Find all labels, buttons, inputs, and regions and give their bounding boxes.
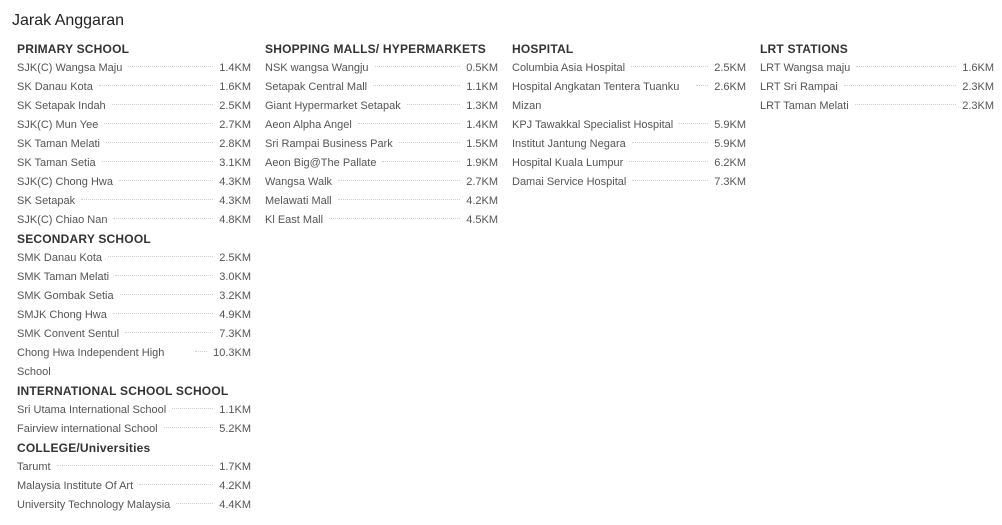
place-name: Hospital Angkatan Tentera Tuanku Mizan xyxy=(512,81,680,112)
distance-value: 4.2KM xyxy=(466,195,498,207)
place-name: Institut Jantung Negara xyxy=(512,138,626,150)
distance-value: 2.5KM xyxy=(219,100,251,112)
list-item xyxy=(512,173,746,192)
list-item xyxy=(760,97,994,116)
dotted-leader xyxy=(382,161,460,162)
place-name: SK Taman Melati xyxy=(17,138,100,150)
list-item xyxy=(760,78,994,97)
distance-section xyxy=(265,40,498,230)
place-name: Melawati Mall xyxy=(265,195,332,207)
place-name: SK Taman Setia xyxy=(17,157,96,169)
list-item xyxy=(512,78,746,116)
dotted-leader xyxy=(106,142,213,143)
place-name: Malaysia Institute Of Art xyxy=(17,480,134,492)
place-name: University Technology Malaysia xyxy=(17,499,171,511)
column-hospitals xyxy=(512,40,746,192)
place-name: Sri Rampai Business Park xyxy=(265,138,393,150)
distance-value: 5.9KM xyxy=(714,138,746,150)
dotted-leader xyxy=(696,85,708,86)
place-name: SJK(C) Wangsa Maju xyxy=(17,62,123,74)
list-item xyxy=(17,477,251,496)
place-name: Giant Hypermarket Setapak xyxy=(265,100,401,112)
dotted-leader xyxy=(338,180,460,181)
place-name: Columbia Asia Hospital xyxy=(512,62,626,74)
place-name: SJK(C) Chong Hwa xyxy=(17,176,113,188)
distance-section xyxy=(17,439,251,515)
dotted-leader xyxy=(856,66,956,67)
list-item xyxy=(17,97,251,116)
list-item xyxy=(17,192,251,211)
dotted-leader xyxy=(104,123,213,124)
distance-value: 2.8KM xyxy=(219,138,251,150)
list-item xyxy=(17,344,251,382)
dotted-leader xyxy=(373,85,460,86)
dotted-leader xyxy=(119,180,213,181)
dotted-leader xyxy=(139,484,213,485)
list-item xyxy=(17,458,251,477)
distance-value: 2.3KM xyxy=(962,100,994,112)
place-name: LRT Wangsa maju xyxy=(760,62,851,74)
place-name: SJK(C) Chiao Nan xyxy=(17,214,108,226)
dotted-leader xyxy=(113,218,213,219)
place-name: KPJ Tawakkal Specialist Hospital xyxy=(512,119,674,131)
distance-value: 5.9KM xyxy=(714,119,746,131)
page-title: Jarak Anggaran xyxy=(12,12,125,29)
section-title: SECONDARY SCHOOL xyxy=(17,232,151,246)
distance-value: 10.3KM xyxy=(213,347,251,359)
place-name: Damai Service Hospital xyxy=(512,176,627,188)
distance-value: 1.6KM xyxy=(962,62,994,74)
dotted-leader xyxy=(125,332,213,333)
distance-value: 1.1KM xyxy=(219,404,251,416)
place-name: SMJK Chong Hwa xyxy=(17,309,107,321)
dotted-leader xyxy=(172,408,213,409)
dotted-leader xyxy=(329,218,460,219)
place-name: SK Danau Kota xyxy=(17,81,93,93)
list-item xyxy=(17,287,251,306)
list-item xyxy=(265,192,498,211)
place-name: Aeon Alpha Angel xyxy=(265,119,352,131)
dotted-leader xyxy=(407,104,460,105)
distance-value: 5.2KM xyxy=(219,423,251,435)
place-name: NSK wangsa Wangju xyxy=(265,62,369,74)
section-title: COLLEGE/Universities xyxy=(17,441,151,455)
dotted-leader xyxy=(855,104,957,105)
dotted-leader xyxy=(112,104,214,105)
place-name: SMK Gombak Setia xyxy=(17,290,114,302)
distance-value: 4.3KM xyxy=(219,195,251,207)
dotted-leader xyxy=(679,123,708,124)
list-item xyxy=(512,154,746,173)
distance-section xyxy=(760,40,994,116)
distance-section xyxy=(17,382,251,439)
list-item xyxy=(512,116,746,135)
distance-value: 2.5KM xyxy=(219,252,251,264)
distance-value: 4.9KM xyxy=(219,309,251,321)
place-name: Wangsa Walk xyxy=(265,176,333,188)
place-name: Fairview international School xyxy=(17,423,158,435)
place-name: Hospital Kuala Lumpur xyxy=(512,157,624,169)
distance-value: 4.2KM xyxy=(219,480,251,492)
list-item xyxy=(17,496,251,515)
distance-value: 2.3KM xyxy=(962,81,994,93)
dotted-leader xyxy=(631,66,708,67)
list-item xyxy=(265,211,498,230)
section-title: LRT STATIONS xyxy=(760,42,848,56)
distance-value: 1.7KM xyxy=(219,461,251,473)
dotted-leader xyxy=(102,161,214,162)
distance-value: 3.1KM xyxy=(219,157,251,169)
distance-value: 4.5KM xyxy=(466,214,498,226)
dotted-leader xyxy=(632,180,708,181)
distance-value: 7.3KM xyxy=(219,328,251,340)
dotted-leader xyxy=(375,66,461,67)
dotted-leader xyxy=(195,351,207,352)
distance-value: 1.6KM xyxy=(219,81,251,93)
distance-value: 4.4KM xyxy=(219,499,251,511)
section-title: SHOPPING MALLS/ HYPERMARKETS xyxy=(265,42,486,56)
place-name: Tarumt xyxy=(17,461,51,473)
dotted-leader xyxy=(629,161,708,162)
dotted-leader xyxy=(57,465,214,466)
distance-value: 2.6KM xyxy=(714,81,746,93)
list-item xyxy=(17,211,251,230)
place-name: Chong Hwa Independent High School xyxy=(17,347,165,378)
list-item xyxy=(17,154,251,173)
list-item xyxy=(512,135,746,154)
dotted-leader xyxy=(164,427,214,428)
section-title: INTERNATIONAL SCHOOL SCHOOL xyxy=(17,384,229,398)
dotted-leader xyxy=(81,199,213,200)
list-item xyxy=(17,249,251,268)
distance-value: 2.5KM xyxy=(714,62,746,74)
dotted-leader xyxy=(128,66,213,67)
dotted-leader xyxy=(99,85,213,86)
column-shopping xyxy=(265,40,498,230)
dotted-leader xyxy=(115,275,213,276)
column-schools xyxy=(17,40,251,515)
distance-value: 1.4KM xyxy=(466,119,498,131)
dotted-leader xyxy=(120,294,214,295)
dotted-leader xyxy=(632,142,708,143)
list-item xyxy=(17,173,251,192)
place-name: SK Setapak Indah xyxy=(17,100,106,112)
dotted-leader xyxy=(844,85,956,86)
list-item xyxy=(17,268,251,287)
list-item xyxy=(265,135,498,154)
list-item xyxy=(265,59,498,78)
distance-value: 2.7KM xyxy=(219,119,251,131)
dotted-leader xyxy=(113,313,213,314)
distance-section xyxy=(17,40,251,230)
distance-value: 1.4KM xyxy=(219,62,251,74)
distance-value: 6.2KM xyxy=(714,157,746,169)
dotted-leader xyxy=(108,256,213,257)
place-name: SMK Convent Sentul xyxy=(17,328,120,340)
list-item xyxy=(17,306,251,325)
distance-value: 1.5KM xyxy=(466,138,498,150)
distance-value: 1.9KM xyxy=(466,157,498,169)
place-name: SMK Taman Melati xyxy=(17,271,110,283)
column-lrt xyxy=(760,40,994,116)
dotted-leader xyxy=(358,123,460,124)
list-item xyxy=(17,59,251,78)
list-item xyxy=(17,116,251,135)
list-item xyxy=(17,325,251,344)
place-name: Setapak Central Mall xyxy=(265,81,368,93)
section-title: PRIMARY SCHOOL xyxy=(17,42,130,56)
distance-value: 3.0KM xyxy=(219,271,251,283)
distance-value: 3.2KM xyxy=(219,290,251,302)
list-item xyxy=(17,401,251,420)
dotted-leader xyxy=(338,199,461,200)
dotted-leader xyxy=(176,503,213,504)
distance-value: 1.1KM xyxy=(466,81,498,93)
list-item xyxy=(265,116,498,135)
place-name: LRT Taman Melati xyxy=(760,100,849,112)
place-name: SJK(C) Mun Yee xyxy=(17,119,99,131)
list-item xyxy=(265,154,498,173)
place-name: Sri Utama International School xyxy=(17,404,167,416)
section-title: HOSPITAL xyxy=(512,42,574,56)
distance-value: 0.5KM xyxy=(466,62,498,74)
list-item xyxy=(265,97,498,116)
place-name: SK Setapak xyxy=(17,195,76,207)
list-item xyxy=(512,59,746,78)
place-name: LRT Sri Rampai xyxy=(760,81,838,93)
distance-section xyxy=(512,40,746,192)
place-name: SMK Danau Kota xyxy=(17,252,102,264)
distance-value: 1.3KM xyxy=(466,100,498,112)
list-item xyxy=(265,78,498,97)
distance-section xyxy=(17,230,251,382)
distance-value: 7.3KM xyxy=(714,176,746,188)
list-item xyxy=(17,135,251,154)
list-item xyxy=(265,173,498,192)
place-name: Aeon Big@The Pallate xyxy=(265,157,377,169)
distance-value: 4.8KM xyxy=(219,214,251,226)
distance-value: 2.7KM xyxy=(466,176,498,188)
list-item xyxy=(17,78,251,97)
list-item xyxy=(17,420,251,439)
dotted-leader xyxy=(399,142,460,143)
distance-value: 4.3KM xyxy=(219,176,251,188)
list-item xyxy=(760,59,994,78)
place-name: Kl East Mall xyxy=(265,214,324,226)
